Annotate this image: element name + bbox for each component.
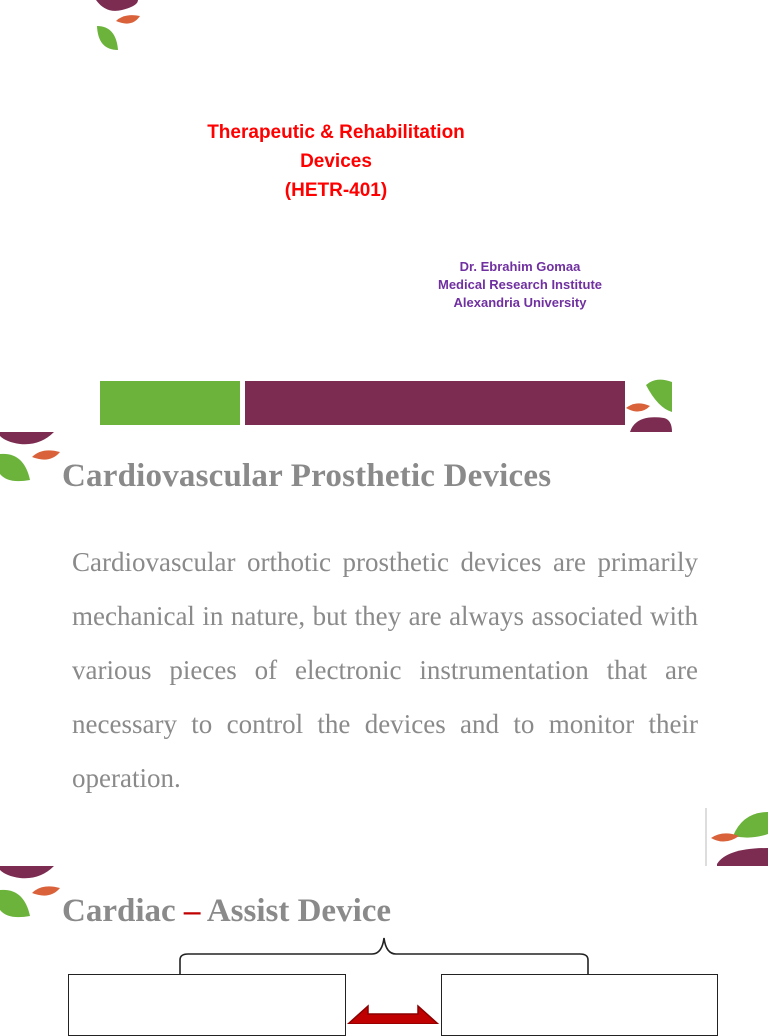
leaf-logo-icon [705,808,768,866]
author-block [400,258,640,312]
title-slide [0,0,768,432]
title-part-2: Assist Device [200,893,392,929]
slide-title [62,893,391,930]
slide-title: Cardiovascular Prosthetic Devices [62,458,552,494]
leaf-logo-icon [0,866,60,920]
title-dash: – [183,893,201,929]
double-arrow-icon [346,1004,440,1024]
course-title-line-3: (HETR-401) [284,180,388,201]
author-name: Dr. Ebrahim Gomaa [459,259,581,274]
title-part-1: Cardiac [62,893,184,929]
maroon-bar [245,381,625,425]
leaf-logo-icon [624,378,672,432]
author-university: Alexandria University [453,295,587,310]
slide-body-text: Cardiovascular orthotic prosthetic devices are primarily mechanical in nature, but they are always associated with various pieces of electronic instrumentation that are necessary to control the devices and to monitor their operation. [72,547,698,793]
leaf-logo-icon [94,0,142,52]
course-title [150,118,522,205]
diagram-box-right [441,974,718,1036]
author-institute: Medical Research Institute [438,277,602,292]
course-title-line-1: Therapeutic & Rehabilitation [207,122,465,143]
diagram-box-left [68,974,346,1036]
course-title-line-2: Devices [300,151,372,172]
leaf-logo-icon [0,432,60,484]
brace-icon [176,934,592,976]
green-bar [100,381,240,425]
